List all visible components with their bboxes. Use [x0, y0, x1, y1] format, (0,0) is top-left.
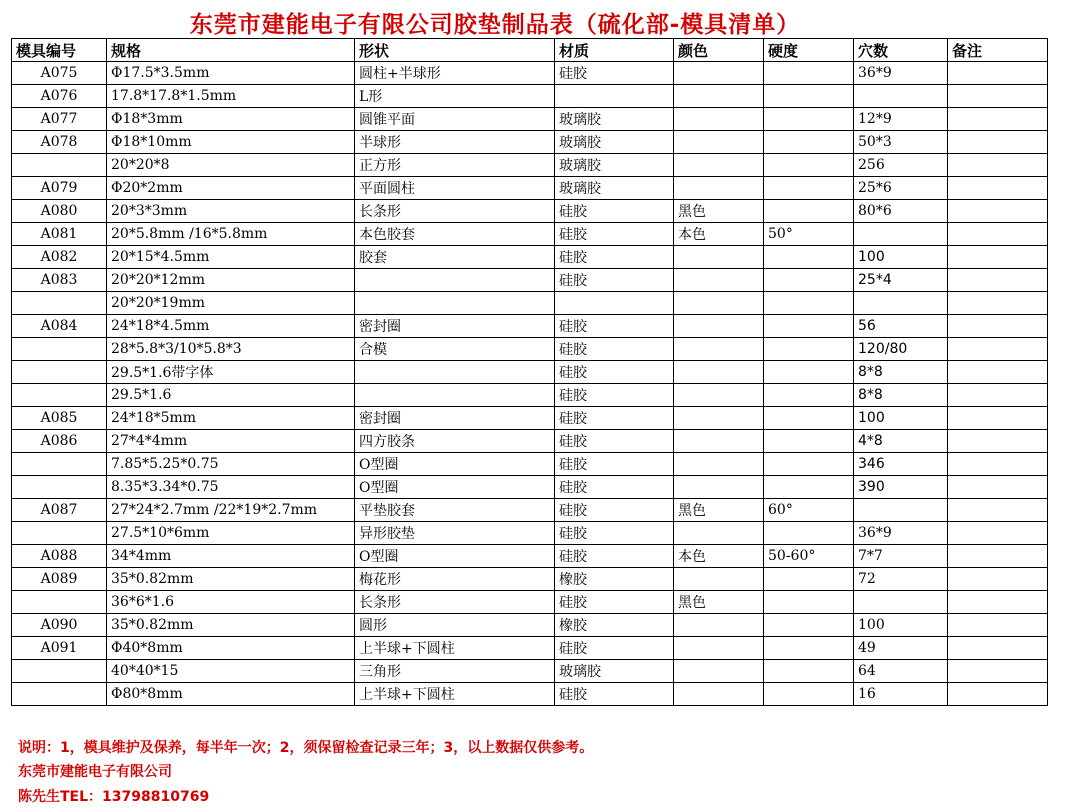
- material-cell: 硅胶: [555, 499, 674, 522]
- header-material: 材质: [555, 39, 674, 62]
- remarks-cell: [948, 545, 1048, 568]
- hardness-cell: [764, 384, 854, 407]
- remarks-cell: [948, 568, 1048, 591]
- spec-cell: 20*20*19mm: [107, 292, 355, 315]
- spec-cell: 20*15*4.5mm: [107, 246, 355, 269]
- spec-cell: 28*5.8*3/10*5.8*3: [107, 338, 355, 361]
- header-mold-id: 模具编号: [12, 39, 107, 62]
- material-cell: 硅胶: [555, 591, 674, 614]
- mold-id-cell: [12, 384, 107, 407]
- hardness-cell: 50°: [764, 223, 854, 246]
- table-row: [12, 614, 1048, 637]
- material-cell: [555, 292, 674, 315]
- spec-cell: 36*6*1.6: [107, 591, 355, 614]
- hardness-cell: [764, 430, 854, 453]
- material-cell: 硅胶: [555, 269, 674, 292]
- color-cell: [674, 476, 764, 499]
- hardness-cell: [764, 200, 854, 223]
- cavities-cell: [854, 292, 948, 315]
- cavities-cell: 64: [854, 660, 948, 683]
- shape-cell: O型圈: [355, 545, 555, 568]
- spec-cell: 29.5*1.6: [107, 384, 355, 407]
- mold-id-cell: A091: [12, 637, 107, 660]
- material-cell: 硅胶: [555, 637, 674, 660]
- hardness-cell: [764, 85, 854, 108]
- material-cell: 硅胶: [555, 453, 674, 476]
- table-row: [12, 177, 1048, 200]
- remarks-cell: [948, 315, 1048, 338]
- spec-cell: 27*4*4mm: [107, 430, 355, 453]
- material-cell: 硅胶: [555, 338, 674, 361]
- cavities-cell: 4*8: [854, 430, 948, 453]
- color-cell: [674, 453, 764, 476]
- cavities-cell: 12*9: [854, 108, 948, 131]
- mold-id-cell: [12, 154, 107, 177]
- cavities-cell: 8*8: [854, 361, 948, 384]
- cavities-cell: [854, 223, 948, 246]
- color-cell: [674, 131, 764, 154]
- table-row: [12, 407, 1048, 430]
- color-cell: [674, 177, 764, 200]
- spec-cell: Φ20*2mm: [107, 177, 355, 200]
- remarks-cell: [948, 177, 1048, 200]
- cavities-cell: 25*6: [854, 177, 948, 200]
- footer-company: 东莞市建能电子有限公司: [18, 764, 172, 780]
- header-hardness: 硬度: [764, 39, 854, 62]
- hardness-cell: [764, 269, 854, 292]
- table-row: [12, 476, 1048, 499]
- spec-cell: 35*0.82mm: [107, 568, 355, 591]
- table-row: [12, 338, 1048, 361]
- table-row: [12, 85, 1048, 108]
- remarks-cell: [948, 269, 1048, 292]
- color-cell: [674, 637, 764, 660]
- cavities-cell: 120/80: [854, 338, 948, 361]
- table-row: [12, 683, 1048, 706]
- spec-cell: 24*18*5mm: [107, 407, 355, 430]
- mold-id-cell: A083: [12, 269, 107, 292]
- mold-id-cell: A079: [12, 177, 107, 200]
- shape-cell: 合模: [355, 338, 555, 361]
- footer-contact: 陈先生TEL：13798810769: [18, 789, 210, 805]
- mold-id-cell: A086: [12, 430, 107, 453]
- shape-cell: 上半球+下圆柱: [355, 683, 555, 706]
- hardness-cell: [764, 154, 854, 177]
- material-cell: 玻璃胶: [555, 154, 674, 177]
- cavities-cell: 8*8: [854, 384, 948, 407]
- color-cell: 本色: [674, 223, 764, 246]
- remarks-cell: [948, 154, 1048, 177]
- hardness-cell: 60°: [764, 499, 854, 522]
- color-cell: [674, 62, 764, 85]
- shape-cell: 圆锥平面: [355, 108, 555, 131]
- mold-id-cell: A078: [12, 131, 107, 154]
- spec-cell: 17.8*17.8*1.5mm: [107, 85, 355, 108]
- mold-id-cell: [12, 660, 107, 683]
- remarks-cell: [948, 591, 1048, 614]
- shape-cell: 平垫胶套: [355, 499, 555, 522]
- shape-cell: 四方胶条: [355, 430, 555, 453]
- mold-id-cell: [12, 683, 107, 706]
- mold-id-cell: A088: [12, 545, 107, 568]
- spec-cell: Φ17.5*3.5mm: [107, 62, 355, 85]
- mold-id-cell: [12, 361, 107, 384]
- shape-cell: 长条形: [355, 591, 555, 614]
- hardness-cell: [764, 62, 854, 85]
- spec-cell: 20*3*3mm: [107, 200, 355, 223]
- hardness-cell: [764, 108, 854, 131]
- cavities-cell: [854, 499, 948, 522]
- mold-id-cell: [12, 591, 107, 614]
- remarks-cell: [948, 384, 1048, 407]
- table-row: [12, 108, 1048, 131]
- material-cell: 硅胶: [555, 315, 674, 338]
- header-cavities: 穴数: [854, 39, 948, 62]
- color-cell: [674, 292, 764, 315]
- shape-cell: 三角形: [355, 660, 555, 683]
- mold-id-cell: A080: [12, 200, 107, 223]
- mold-id-cell: [12, 476, 107, 499]
- material-cell: 硅胶: [555, 384, 674, 407]
- table-row: [12, 453, 1048, 476]
- shape-cell: 平面圆柱: [355, 177, 555, 200]
- header-remarks: 备注: [948, 39, 1048, 62]
- material-cell: 硅胶: [555, 683, 674, 706]
- hardness-cell: [764, 361, 854, 384]
- table-row: [12, 384, 1048, 407]
- header-spec: 规格: [107, 39, 355, 62]
- shape-cell: O型圈: [355, 453, 555, 476]
- hardness-cell: [764, 131, 854, 154]
- spec-cell: 29.5*1.6带字体: [107, 361, 355, 384]
- table-row: [12, 200, 1048, 223]
- hardness-cell: [764, 453, 854, 476]
- table-row: [12, 660, 1048, 683]
- color-cell: [674, 315, 764, 338]
- spec-cell: Φ18*3mm: [107, 108, 355, 131]
- table-row: [12, 223, 1048, 246]
- color-cell: 黑色: [674, 200, 764, 223]
- remarks-cell: [948, 476, 1048, 499]
- shape-cell: [355, 361, 555, 384]
- remarks-cell: [948, 683, 1048, 706]
- material-cell: 橡胶: [555, 614, 674, 637]
- hardness-cell: [764, 246, 854, 269]
- cavities-cell: 390: [854, 476, 948, 499]
- shape-cell: L形: [355, 85, 555, 108]
- remarks-cell: [948, 660, 1048, 683]
- spec-cell: 8.35*3.34*0.75: [107, 476, 355, 499]
- spec-cell: 34*4mm: [107, 545, 355, 568]
- material-cell: 硅胶: [555, 522, 674, 545]
- table-row: [12, 154, 1048, 177]
- cavities-cell: 100: [854, 614, 948, 637]
- cavities-cell: 80*6: [854, 200, 948, 223]
- remarks-cell: [948, 338, 1048, 361]
- cavities-cell: [854, 591, 948, 614]
- spec-cell: 20*20*12mm: [107, 269, 355, 292]
- hardness-cell: [764, 522, 854, 545]
- cavities-cell: 100: [854, 246, 948, 269]
- color-cell: [674, 108, 764, 131]
- hardness-cell: 50-60°: [764, 545, 854, 568]
- header-shape: 形状: [355, 39, 555, 62]
- cavities-cell: 36*9: [854, 62, 948, 85]
- remarks-cell: [948, 430, 1048, 453]
- spec-cell: Φ80*8mm: [107, 683, 355, 706]
- shape-cell: 上半球+下圆柱: [355, 637, 555, 660]
- shape-cell: [355, 292, 555, 315]
- spec-cell: Φ40*8mm: [107, 637, 355, 660]
- hardness-cell: [764, 407, 854, 430]
- mold-id-cell: A087: [12, 499, 107, 522]
- color-cell: [674, 614, 764, 637]
- material-cell: 硅胶: [555, 200, 674, 223]
- material-cell: 橡胶: [555, 568, 674, 591]
- material-cell: 玻璃胶: [555, 177, 674, 200]
- shape-cell: 胶套: [355, 246, 555, 269]
- color-cell: [674, 660, 764, 683]
- shape-cell: 圆形: [355, 614, 555, 637]
- remarks-cell: [948, 499, 1048, 522]
- table-row: [12, 591, 1048, 614]
- remarks-cell: [948, 85, 1048, 108]
- cavities-cell: 16: [854, 683, 948, 706]
- color-cell: [674, 430, 764, 453]
- material-cell: 硅胶: [555, 246, 674, 269]
- hardness-cell: [764, 660, 854, 683]
- table-row: [12, 131, 1048, 154]
- mold-id-cell: [12, 338, 107, 361]
- material-cell: 硅胶: [555, 223, 674, 246]
- shape-cell: 长条形: [355, 200, 555, 223]
- mold-id-cell: A084: [12, 315, 107, 338]
- shape-cell: 异形胶垫: [355, 522, 555, 545]
- cavities-cell: 56: [854, 315, 948, 338]
- hardness-cell: [764, 476, 854, 499]
- mold-id-cell: [12, 292, 107, 315]
- shape-cell: [355, 384, 555, 407]
- color-cell: 本色: [674, 545, 764, 568]
- color-cell: [674, 338, 764, 361]
- material-cell: 硅胶: [555, 476, 674, 499]
- table-row: [12, 246, 1048, 269]
- hardness-cell: [764, 315, 854, 338]
- table-row: [12, 430, 1048, 453]
- shape-cell: 本色胶套: [355, 223, 555, 246]
- header-row: [12, 39, 1048, 62]
- hardness-cell: [764, 683, 854, 706]
- hardness-cell: [764, 568, 854, 591]
- color-cell: [674, 568, 764, 591]
- cavities-cell: 36*9: [854, 522, 948, 545]
- spec-cell: 40*40*15: [107, 660, 355, 683]
- mold-id-cell: A085: [12, 407, 107, 430]
- mold-id-cell: A075: [12, 62, 107, 85]
- table-row: [12, 62, 1048, 85]
- table-row: [12, 568, 1048, 591]
- hardness-cell: [764, 338, 854, 361]
- table-body: [12, 62, 1048, 706]
- mold-id-cell: A077: [12, 108, 107, 131]
- shape-cell: 密封圈: [355, 315, 555, 338]
- mold-id-cell: A081: [12, 223, 107, 246]
- material-cell: 玻璃胶: [555, 660, 674, 683]
- cavities-cell: 100: [854, 407, 948, 430]
- remarks-cell: [948, 200, 1048, 223]
- shape-cell: 正方形: [355, 154, 555, 177]
- color-cell: [674, 407, 764, 430]
- remarks-cell: [948, 361, 1048, 384]
- color-cell: 黑色: [674, 591, 764, 614]
- shape-cell: 圆柱+半球形: [355, 62, 555, 85]
- spec-cell: 27.5*10*6mm: [107, 522, 355, 545]
- hardness-cell: [764, 292, 854, 315]
- color-cell: [674, 154, 764, 177]
- mold-id-cell: A090: [12, 614, 107, 637]
- spec-cell: 27*24*2.7mm /22*19*2.7mm: [107, 499, 355, 522]
- spec-cell: 35*0.82mm: [107, 614, 355, 637]
- material-cell: 硅胶: [555, 407, 674, 430]
- cavities-cell: [854, 85, 948, 108]
- shape-cell: 半球形: [355, 131, 555, 154]
- shape-cell: O型圈: [355, 476, 555, 499]
- cavities-cell: 256: [854, 154, 948, 177]
- material-cell: [555, 85, 674, 108]
- shape-cell: 密封圈: [355, 407, 555, 430]
- remarks-cell: [948, 108, 1048, 131]
- hardness-cell: [764, 177, 854, 200]
- mold-id-cell: [12, 453, 107, 476]
- cavities-cell: 346: [854, 453, 948, 476]
- color-cell: 黑色: [674, 499, 764, 522]
- remarks-cell: [948, 62, 1048, 85]
- hardness-cell: [764, 614, 854, 637]
- table-row: [12, 522, 1048, 545]
- mold-id-cell: A076: [12, 85, 107, 108]
- header-color: 颜色: [674, 39, 764, 62]
- material-cell: 硅胶: [555, 545, 674, 568]
- table-row: [12, 292, 1048, 315]
- color-cell: [674, 384, 764, 407]
- shape-cell: [355, 269, 555, 292]
- color-cell: [674, 683, 764, 706]
- cavities-cell: 49: [854, 637, 948, 660]
- cavities-cell: 72: [854, 568, 948, 591]
- color-cell: [674, 361, 764, 384]
- remarks-cell: [948, 453, 1048, 476]
- remarks-cell: [948, 637, 1048, 660]
- table-row: [12, 545, 1048, 568]
- cavities-cell: 25*4: [854, 269, 948, 292]
- footer-note: 说明：1，模具维护及保养，每半年一次；2，须保留检查记录三年；3，以上数据仅供参考。: [18, 740, 594, 756]
- hardness-cell: [764, 591, 854, 614]
- remarks-cell: [948, 614, 1048, 637]
- spec-cell: 20*20*8: [107, 154, 355, 177]
- table-row: [12, 269, 1048, 292]
- mold-id-cell: A082: [12, 246, 107, 269]
- mold-id-cell: A089: [12, 568, 107, 591]
- spec-cell: 24*18*4.5mm: [107, 315, 355, 338]
- cavities-cell: 50*3: [854, 131, 948, 154]
- remarks-cell: [948, 407, 1048, 430]
- table-row: [12, 361, 1048, 384]
- spec-cell: 7.85*5.25*0.75: [107, 453, 355, 476]
- page-title: 东莞市建能电子有限公司胶垫制品表（硫化部-模具清单）: [189, 12, 801, 38]
- table-row: [12, 499, 1048, 522]
- color-cell: [674, 85, 764, 108]
- hardness-cell: [764, 637, 854, 660]
- cavities-cell: 7*7: [854, 545, 948, 568]
- material-cell: 玻璃胶: [555, 131, 674, 154]
- remarks-cell: [948, 246, 1048, 269]
- mold-list-table: [11, 38, 1048, 706]
- spec-cell: Φ18*10mm: [107, 131, 355, 154]
- color-cell: [674, 269, 764, 292]
- material-cell: 玻璃胶: [555, 108, 674, 131]
- remarks-cell: [948, 223, 1048, 246]
- color-cell: [674, 522, 764, 545]
- remarks-cell: [948, 522, 1048, 545]
- table-row: [12, 315, 1048, 338]
- spec-cell: 20*5.8mm /16*5.8mm: [107, 223, 355, 246]
- material-cell: 硅胶: [555, 62, 674, 85]
- color-cell: [674, 246, 764, 269]
- remarks-cell: [948, 292, 1048, 315]
- mold-id-cell: [12, 522, 107, 545]
- table-row: [12, 637, 1048, 660]
- material-cell: 硅胶: [555, 430, 674, 453]
- shape-cell: 梅花形: [355, 568, 555, 591]
- material-cell: 硅胶: [555, 361, 674, 384]
- remarks-cell: [948, 131, 1048, 154]
